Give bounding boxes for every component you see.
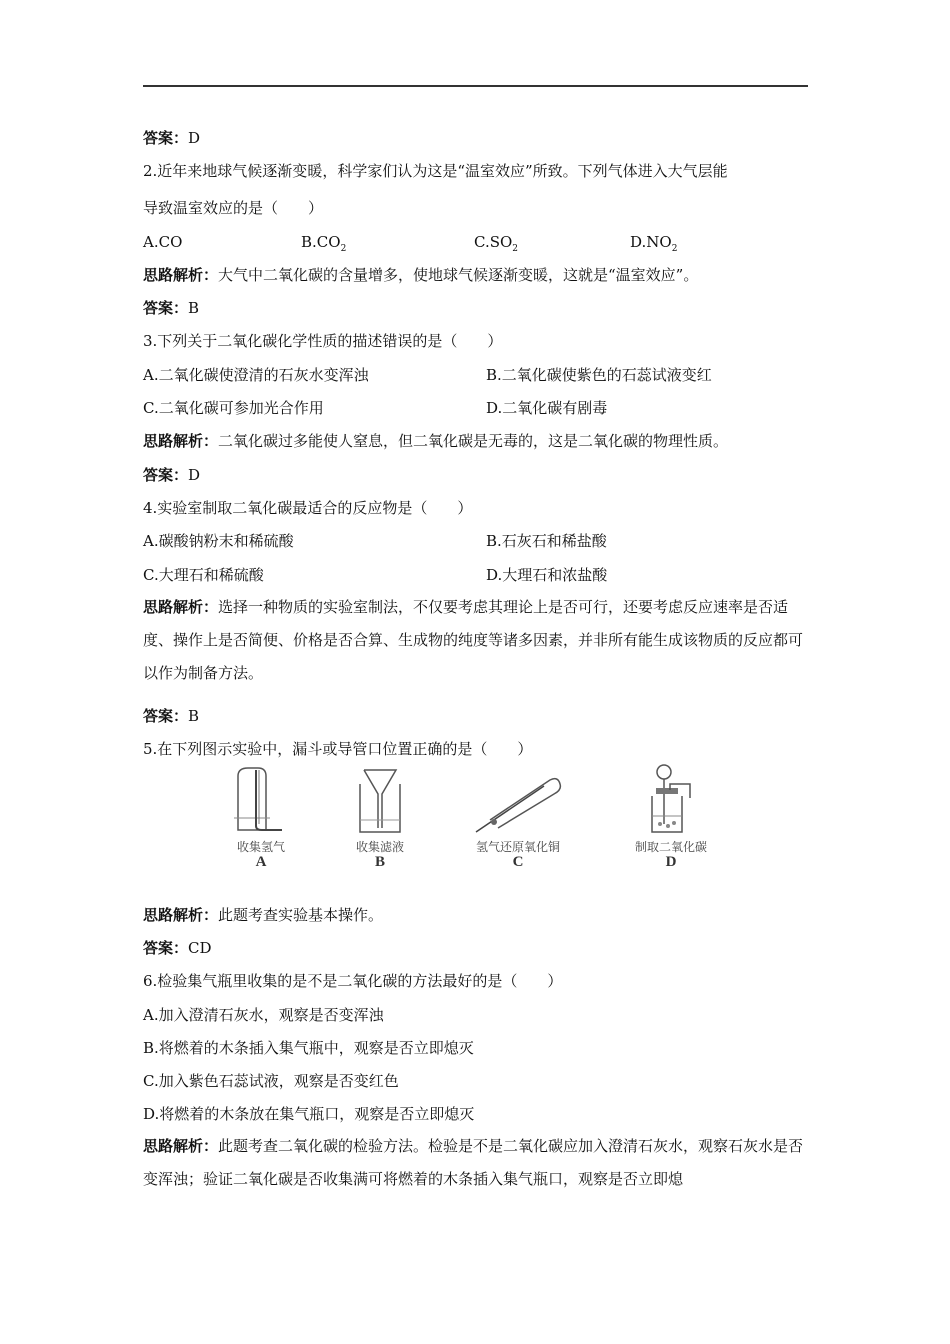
q2-option-a: A.CO (143, 233, 183, 251)
figure-b: 收集滤液 B (344, 762, 416, 870)
q3-analysis: 思路解析：二氧化碳过多能使人窒息，但二氧化碳是无毒的，这是二氧化碳的物理性质。 (143, 432, 729, 450)
q6-option-d: D.将燃着的木条放在集气瓶口，观察是否立即熄灭 (143, 1105, 475, 1123)
q3-question: 3.下列关于二氧化碳化学性质的描述错误的是（ ） (143, 332, 503, 350)
collect-hydrogen-apparatus-icon (226, 762, 296, 836)
q2-option-c: $C.SO_2$ (474, 233, 519, 254)
q1-answer: 答案：D (143, 129, 201, 147)
q5-answer: 答案：CD (143, 939, 212, 957)
q3-option-c: C.二氧化碳可参加光合作用 (143, 399, 324, 417)
q4-answer: 答案：B (143, 707, 200, 725)
q4-option-a: A.碳酸钠粉末和稀硫酸 (143, 532, 294, 550)
q4-question: 4.实验室制取二氧化碳最适合的反应物是（ ） (143, 499, 473, 517)
q4-option-c: C.大理石和稀硫酸 (143, 566, 264, 584)
filtration-funnel-icon (344, 762, 416, 836)
q2-analysis: 思路解析：大气中二氧化碳的含量增多，使地球气候逐渐变暖，这就是“温室效应”。 (143, 266, 699, 284)
q5-analysis: 思路解析：此题考查实验基本操作。 (143, 906, 384, 924)
q2-option-b: $B.CO_2$ (301, 233, 347, 254)
header-rule (143, 85, 808, 87)
q3-option-b: B.二氧化碳使紫色的石蕊试液变红 (486, 366, 712, 384)
q6-option-c: C.加入紫色石蕊试液，观察是否变红色 (143, 1072, 399, 1090)
q4-option-d: D.大理石和浓盐酸 (486, 566, 608, 584)
hydrogen-reduce-copper-oxide-icon (470, 762, 566, 836)
figure-d: 制取二氧化碳 D (634, 762, 708, 870)
figure-a: 收集氢气 A (226, 762, 296, 870)
q4-option-b: B.石灰石和稀盐酸 (486, 532, 607, 550)
q6-analysis: 思路解析：此题考查二氧化碳的检验方法。检验是不是二氧化碳应加入澄清石灰水，观察石灰水是否变浑浊；验证二氧化碳是否收集满可将燃着的木条插入集气瓶口，观察是否立即熄 (143, 1137, 804, 1188)
q5-question: 5.在下列图示实验中，漏斗或导管口位置正确的是（ ） (143, 740, 533, 758)
q3-answer: 答案：D (143, 466, 201, 484)
q4-analysis: 思路解析：选择一种物质的实验室制法，不仅要考虑其理论上是否可行，还要考虑反应速率是否适度、操作上是否简便、价格是否合算、生成物的纯度等诸多因素，并非所有能生成该物质的反应都可以作为制备方法。 (143, 598, 804, 682)
figure-c: 氢气还原氧化铜 C (470, 762, 566, 870)
q3-option-d: D.二氧化碳有剧毒 (486, 399, 608, 417)
carbon-dioxide-generator-icon (634, 762, 708, 836)
q2-option-d: $D.NO_2$ (630, 233, 678, 254)
q6-question: 6.检验集气瓶里收集的是不是二氧化碳的方法最好的是（ ） (143, 972, 563, 990)
q6-option-b: B.将燃着的木条插入集气瓶中，观察是否立即熄灭 (143, 1039, 474, 1057)
q2-question-line1: 2.近年来地球气候逐渐变暖，科学家们认为这是“温室效应”所致。下列气体进入大气层能 (143, 162, 728, 180)
q2-question-line2: 导致温室效应的是（ ） (143, 199, 324, 217)
q3-option-a: A.二氧化碳使澄清的石灰水变浑浊 (143, 366, 369, 384)
q2-answer: 答案：B (143, 299, 200, 317)
q6-option-a: A.加入澄清石灰水，观察是否变浑浊 (143, 1006, 384, 1024)
